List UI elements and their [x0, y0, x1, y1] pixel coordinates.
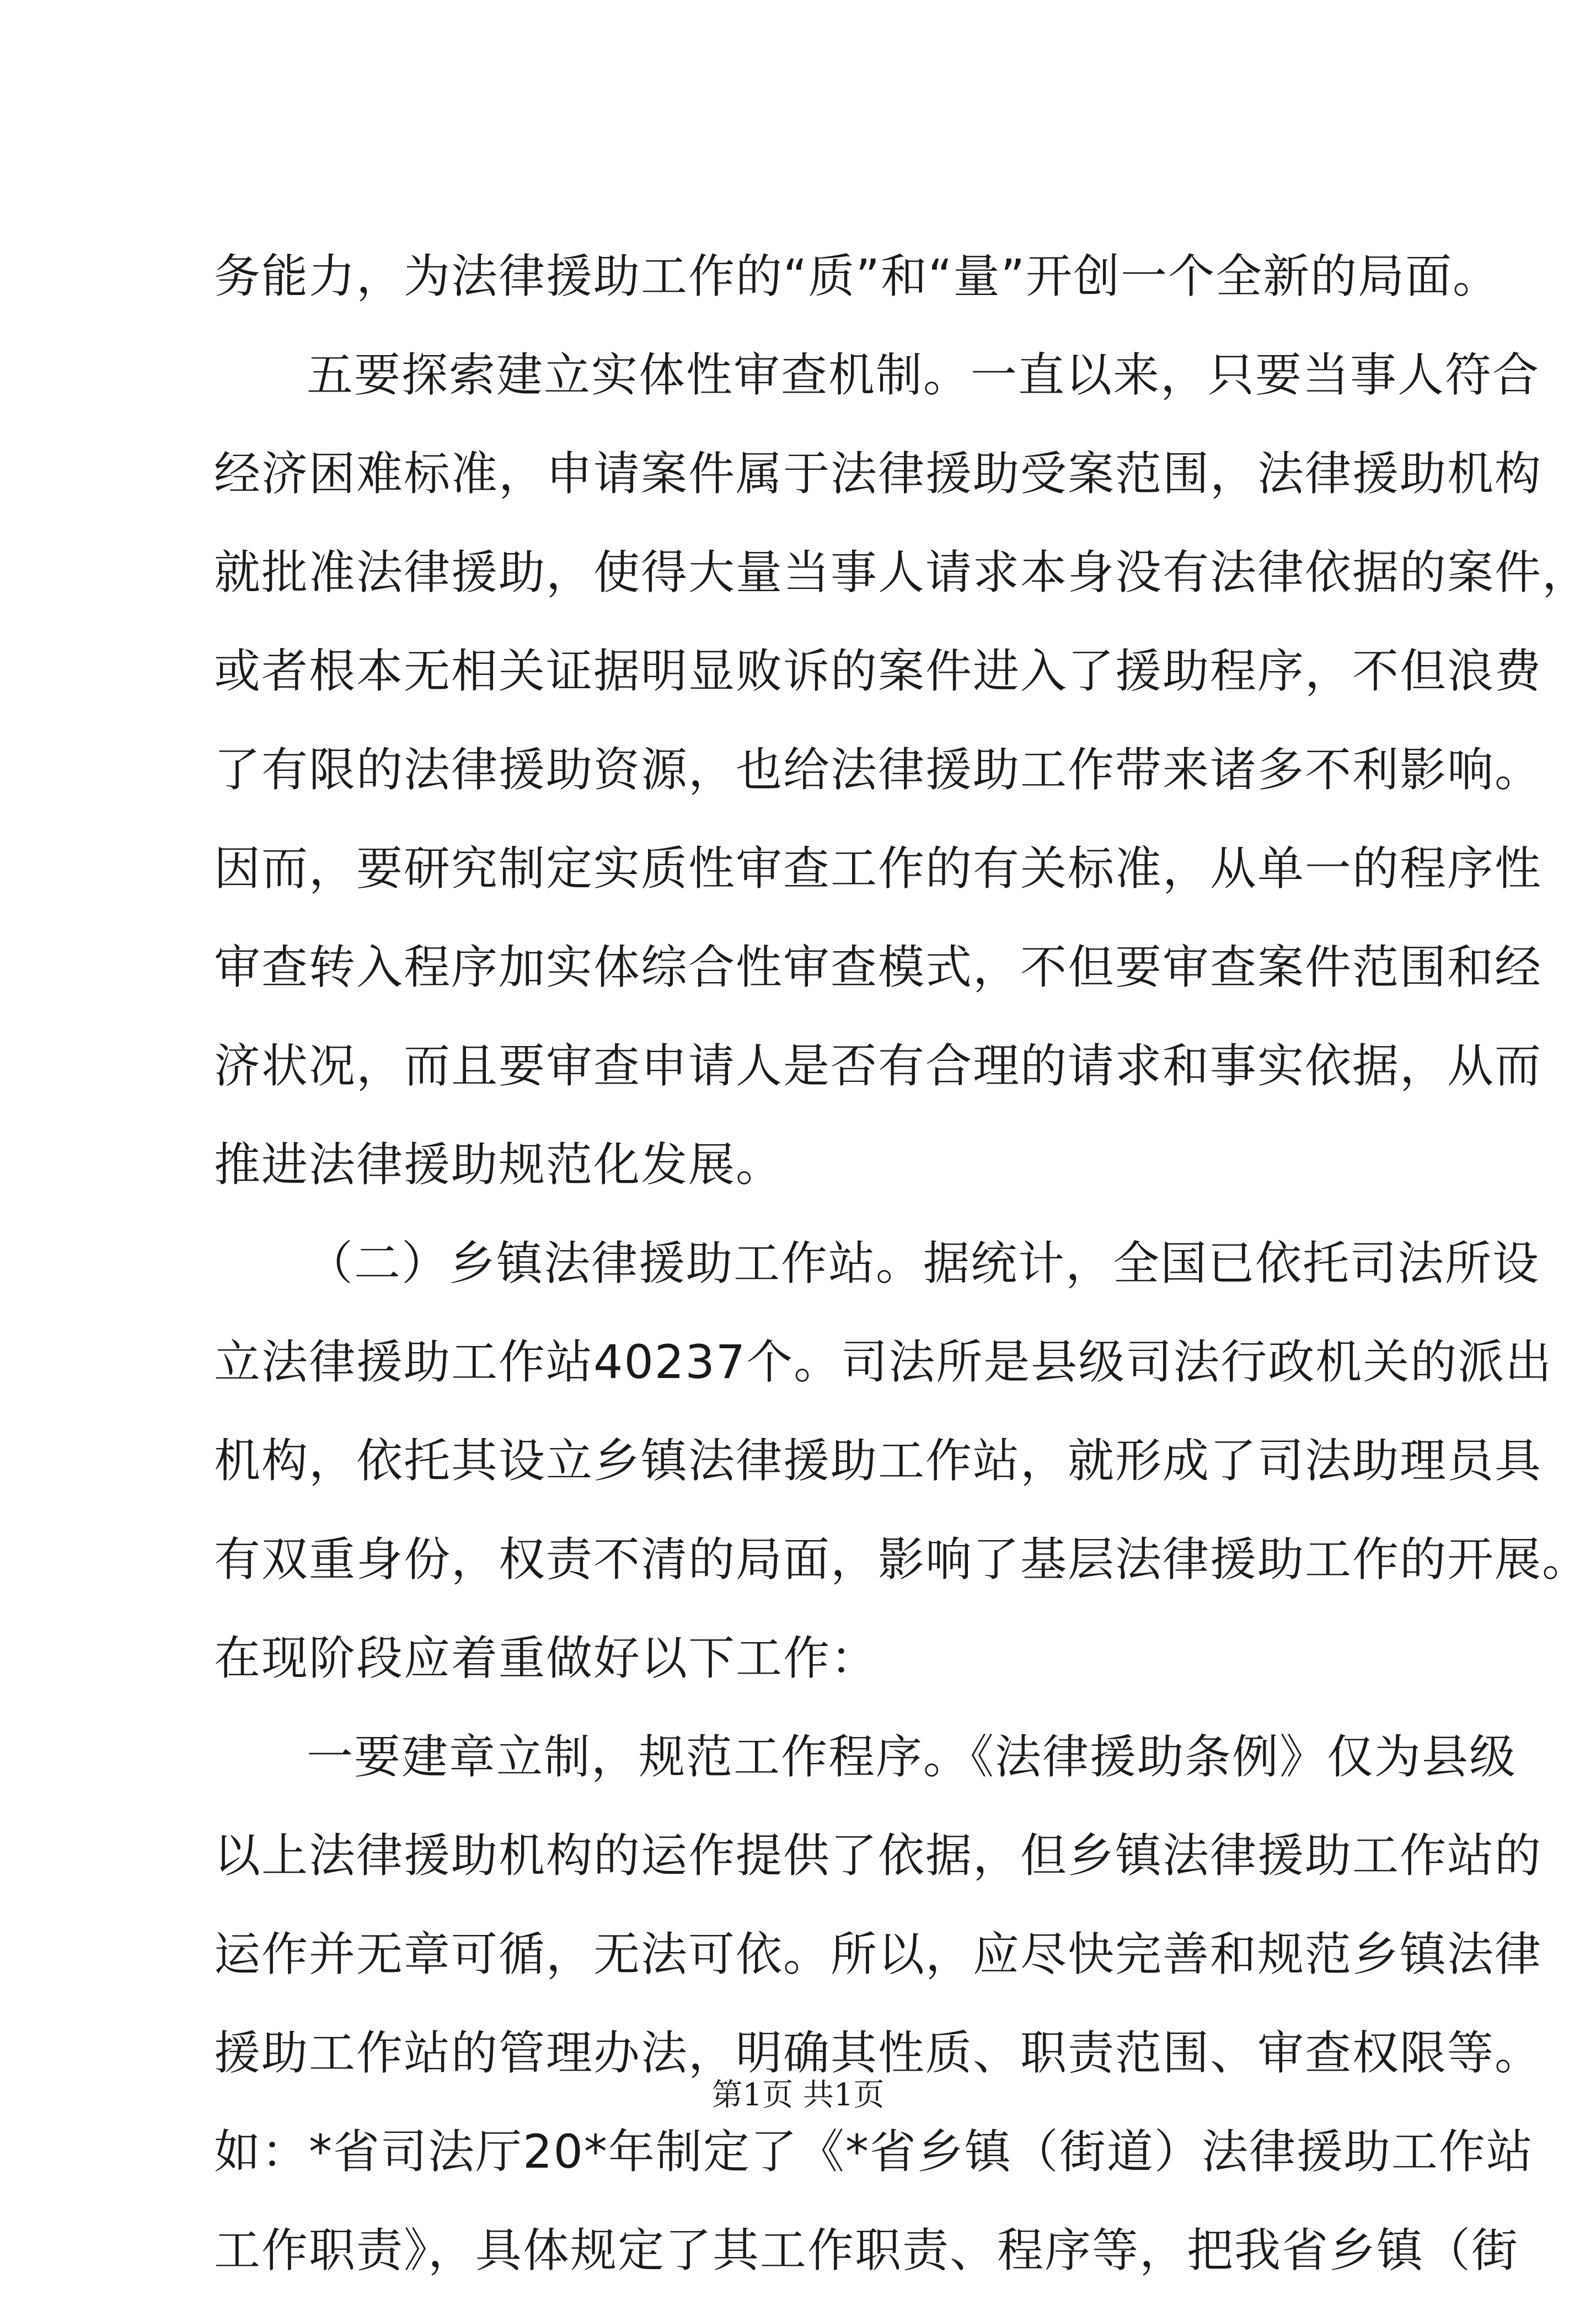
text-line: 机构，依托其设立乡镇法律援助工作站，就形成了司法助理员具 — [214, 1434, 1543, 1488]
paragraph-line-first-requirement: 一要建章立制，规范工作程序。《法律援助条例》仅为县级 — [307, 1730, 1517, 1784]
text-line: 了有限的法律援助资源，也给法律援助工作带来诸多不利影响。 — [214, 743, 1543, 797]
text-line: 立法律援助工作站40237个。司法所是县级司法行政机关的派出 — [214, 1335, 1553, 1389]
text-line: 审查转入程序加实体综合性审查模式，不但要审查案件范围和经 — [214, 940, 1543, 994]
text-line: 以上法律援助机构的运作提供了依据，但乡镇法律援助工作站的 — [214, 1829, 1543, 1883]
text-line: 就批准法律援助，使得大量当事人请求本身没有法律依据的案件， — [214, 545, 1590, 599]
text-line: 在现阶段应着重做好以下工作： — [214, 1631, 879, 1685]
text-line: 务能力，为法律援助工作的“质”和“量”开创一个全新的局面。 — [214, 249, 1501, 303]
text-line: 济状况，而且要审查申请人是否有合理的请求和事实依据，从而 — [214, 1039, 1543, 1093]
text-line: 因而，要研究制定实质性审查工作的有关标准，从单一的程序性 — [214, 841, 1543, 896]
text-line: 有双重身份，权责不清的局面，影响了基层法律援助工作的开展。 — [214, 1532, 1590, 1586]
text-line: 工作职责》，具体规定了其工作职责、程序等，把我省乡镇（街 — [214, 2223, 1519, 2277]
section-heading-township-stations: （二）乡镇法律援助工作站。据统计，全国已依托司法所设 — [307, 1236, 1540, 1290]
paragraph-line-five-requirements: 五要探索建立实体性审查机制。一直以来，只要当事人符合 — [307, 348, 1540, 402]
text-line: 运作并无章可循，无法可依。所以，应尽快完善和规范乡镇法律 — [214, 1927, 1543, 1981]
text-line: 或者根本无相关证据明显败诉的案件进入了援助程序，不但浪费 — [214, 644, 1543, 698]
text-line: 如：*省司法厅20*年制定了《*省乡镇（街道）法律援助工作站 — [214, 2125, 1534, 2179]
document-body — [214, 227, 1590, 2300]
text-line: 经济困难标准，申请案件属于法律援助受案范围，法律援助机构 — [214, 447, 1543, 501]
page-footer: 第1页 共1页 — [711, 2077, 885, 2113]
text-line: 援助工作站的管理办法，明确其性质、职责范围、审查权限等。 — [214, 2026, 1543, 2080]
text-line: 推进法律援助规范化发展。 — [214, 1138, 784, 1192]
